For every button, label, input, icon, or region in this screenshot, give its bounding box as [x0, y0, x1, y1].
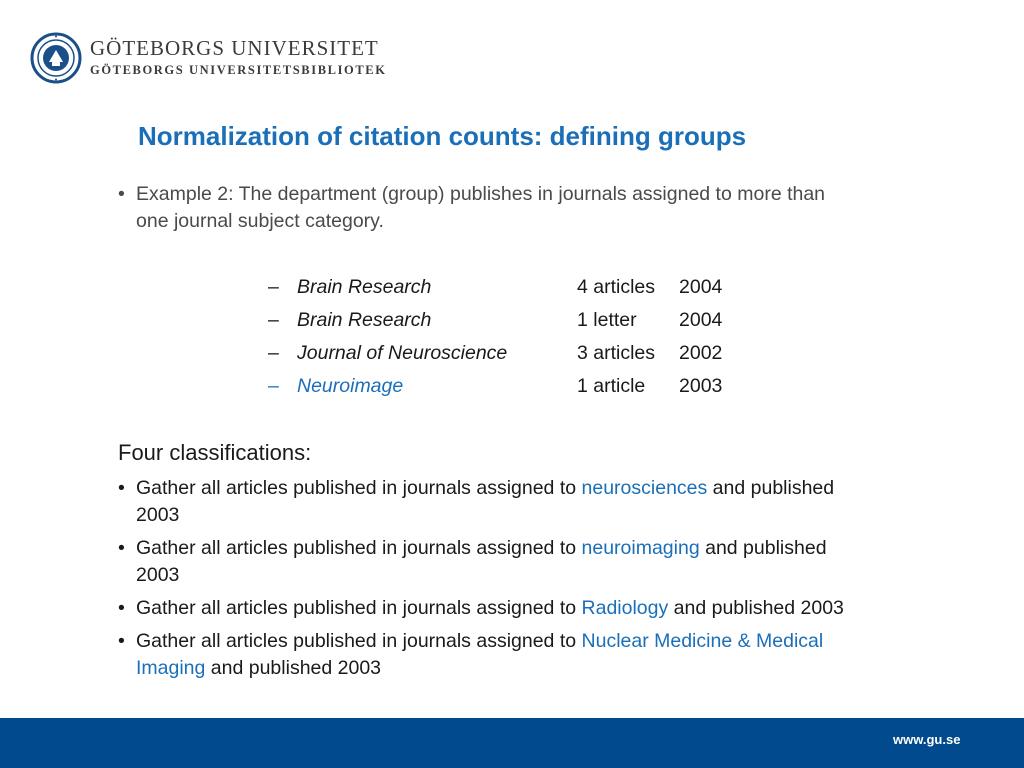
journal-example-row: [268, 340, 739, 373]
publication-year: 2004: [679, 276, 723, 298]
bullet-marker: •: [118, 183, 125, 205]
dash-marker: –: [268, 375, 279, 397]
classification-suffix: and published 2003: [136, 477, 835, 526]
bullet-marker: •: [118, 477, 125, 499]
classification-prefix: Gather all articles published in journals assigned to: [136, 630, 582, 652]
classification-item: [118, 628, 858, 682]
journal-example-row: [268, 274, 739, 307]
dash-marker: –: [268, 276, 279, 298]
article-count: 3 articles: [577, 342, 656, 364]
subject-category: Radiology: [581, 597, 669, 619]
journal-name: Neuroimage: [297, 375, 404, 397]
classification-prefix: Gather all articles published in journals assigned to: [136, 537, 582, 559]
publication-year: 2004: [679, 309, 723, 331]
journal-name: Brain Research: [297, 276, 432, 298]
website-link[interactable]: www.gu.se: [893, 732, 961, 747]
classification-item: [118, 595, 858, 622]
classification-suffix: and published 2003: [136, 537, 827, 586]
journal-example-row-highlighted: [268, 373, 739, 406]
bullet-marker: •: [118, 597, 125, 619]
classification-text: [136, 595, 844, 622]
intro-text: Example 2: The department (group) publishes in journals assigned to more than one journal subject category.: [136, 183, 826, 232]
classification-text: [136, 535, 858, 589]
library-name: GÖTEBORGS UNIVERSITETSBIBLIOTEK: [90, 63, 387, 77]
journal-name: Brain Research: [297, 309, 432, 331]
classification-prefix: Gather all articles published in journals assigned to: [136, 477, 582, 499]
dash-marker: –: [268, 309, 279, 331]
dash-marker: –: [268, 342, 279, 364]
slide-title: Normalization of citation counts: defining groups: [138, 121, 747, 151]
classification-suffix: and published 2003: [205, 657, 382, 679]
classification-suffix: and published 2003: [668, 597, 844, 619]
classification-text: [136, 475, 858, 529]
subject-category: neurosciences: [581, 477, 708, 499]
article-count: 1 letter: [577, 309, 637, 331]
subject-category: neuroimaging: [581, 537, 700, 559]
intro-bullet: [118, 181, 858, 235]
publication-year: 2003: [679, 375, 723, 397]
bullet-marker: •: [118, 537, 125, 559]
university-seal-icon: [30, 32, 82, 84]
footer-bar: [0, 718, 1024, 768]
classification-prefix: Gather all articles published in journals assigned to: [136, 597, 582, 619]
bullet-marker: •: [118, 630, 125, 652]
classification-list: [118, 475, 858, 688]
journal-example-row: [268, 307, 739, 340]
classification-text: [136, 628, 858, 682]
classification-item: [118, 535, 858, 589]
article-count: 4 articles: [577, 276, 656, 298]
university-logo: [30, 32, 410, 88]
classifications-heading: Four classifications:: [118, 440, 312, 465]
article-count: 1 article: [577, 375, 646, 397]
subject-category: Nuclear Medicine & Medical Imaging: [136, 630, 824, 679]
publication-year: 2002: [679, 342, 723, 364]
university-name: GÖTEBORGS UNIVERSITET: [90, 36, 379, 60]
classification-item: [118, 475, 858, 529]
journal-name: Journal of Neuroscience: [297, 342, 508, 364]
journal-example-list: [268, 274, 739, 406]
